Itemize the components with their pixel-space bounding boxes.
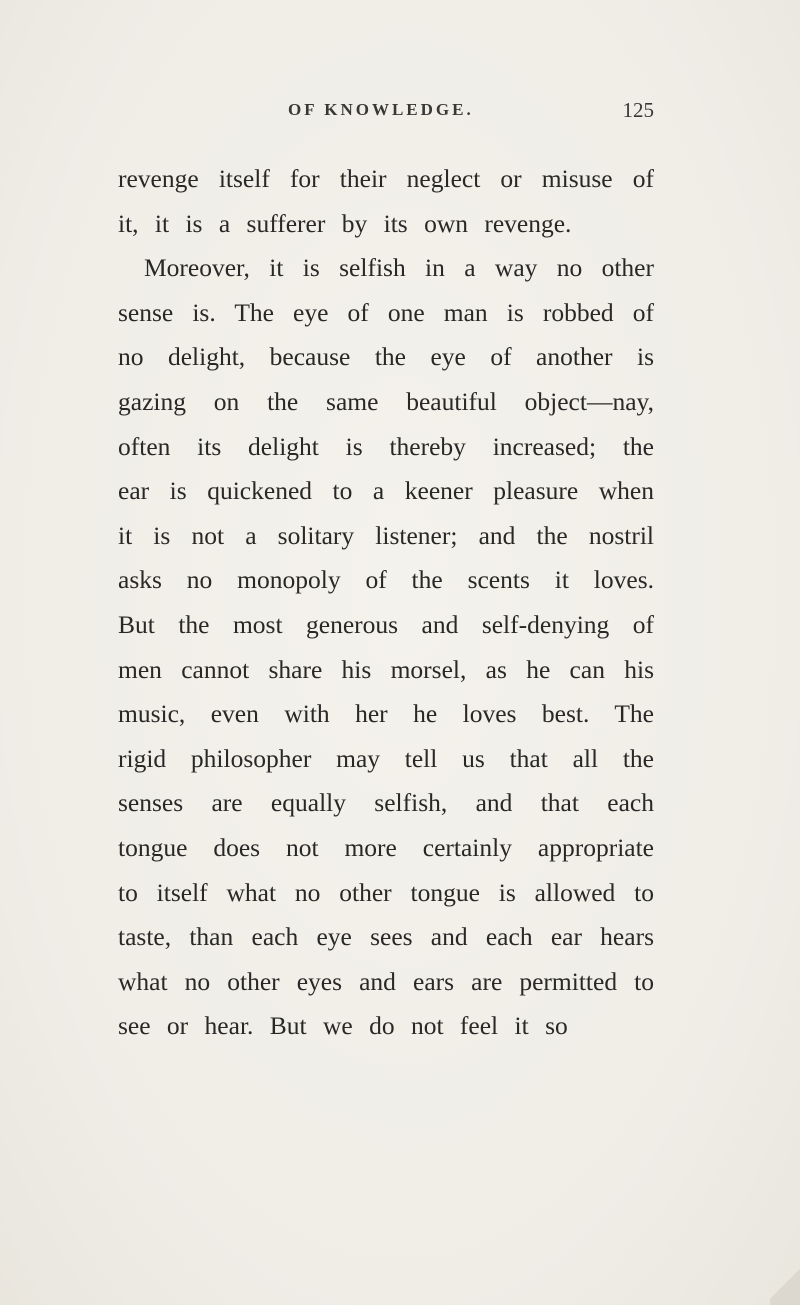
text-line: sense is. The eye of one man is robbed of	[118, 297, 654, 327]
body-text	[118, 157, 654, 1049]
text-line: asks no monopoly of the scents it loves.	[118, 565, 654, 595]
text-line: music, even with her he loves best. The	[118, 699, 654, 729]
text-line: no delight, because the eye of another is	[118, 342, 654, 372]
page-number: 125	[622, 98, 654, 122]
text-line: Moreover, it is selfish in a way no other	[144, 253, 654, 283]
page-corner-shadow	[770, 1245, 800, 1305]
text-line: it is not a solitary listener; and the nostril	[118, 520, 654, 550]
text-line: it, it is a sufferer by its own revenge.	[118, 208, 572, 238]
text-line: to itself what no other tongue is allowed to	[118, 877, 654, 907]
text-line: often its delight is thereby increased; the	[118, 431, 654, 461]
running-title: OF KNOWLEDGE.	[288, 100, 474, 119]
text-line: ear is quickened to a keener pleasure when	[118, 476, 654, 506]
text-line: tongue does not more certainly appropriate	[118, 832, 654, 862]
running-head	[118, 100, 654, 130]
text-line: taste, than each eye sees and each ear hears	[118, 922, 654, 952]
text-line: revenge itself for their neglect or misuse of	[118, 164, 654, 193]
text-line: senses are equally selfish, and that each	[118, 788, 654, 818]
text-line: But the most generous and self-denying of	[118, 609, 654, 639]
text-line: men cannot share his morsel, as he can his	[118, 654, 654, 684]
text-line: what no other eyes and ears are permitted to	[118, 966, 654, 996]
text-line: see or hear. But we do not feel it so	[118, 1011, 568, 1041]
text-line: gazing on the same beautiful object—nay,	[118, 386, 654, 416]
text-line: rigid philosopher may tell us that all the	[118, 743, 654, 773]
